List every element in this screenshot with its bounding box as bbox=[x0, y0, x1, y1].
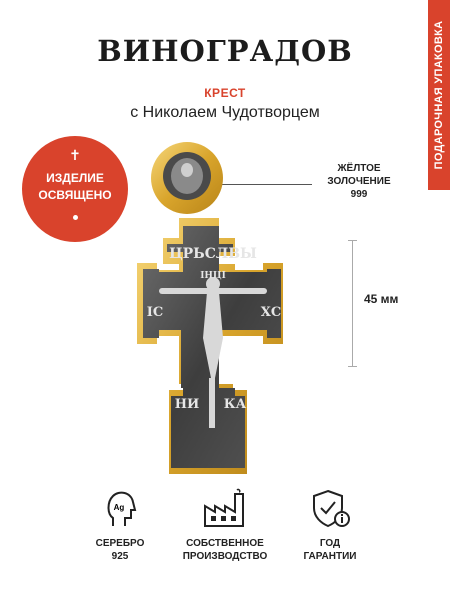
inscription-inri: IНЦI bbox=[200, 271, 226, 281]
feature-production-line-2: ПРОИЗВОДСТВО bbox=[182, 551, 268, 562]
silver-head-icon bbox=[103, 488, 137, 528]
product-type: КРЕСТ bbox=[204, 86, 246, 100]
badge-dot bbox=[73, 215, 78, 220]
consecrated-line-2: ОСВЯЩЕНО bbox=[38, 188, 112, 202]
inscription-ka: КА bbox=[223, 397, 247, 412]
feature-production-line-1: СОБСТВЕННОЕ bbox=[186, 538, 264, 549]
gilding-line-2: ЗОЛОЧЕНИЕ bbox=[327, 176, 391, 187]
inscription-ni: НИ bbox=[174, 397, 200, 412]
consecrated-text bbox=[22, 170, 128, 204]
brand-logo: ВИНОГРАДОВ bbox=[97, 34, 353, 68]
dimension-cap-bottom bbox=[348, 366, 357, 367]
inscription-ic: IС bbox=[146, 305, 164, 320]
feature-silver bbox=[65, 488, 175, 563]
dimension-line bbox=[352, 240, 353, 366]
shield-warranty-icon bbox=[310, 488, 350, 528]
gilding-line-3: 999 bbox=[350, 189, 368, 200]
factory-icon bbox=[203, 488, 247, 528]
cross-icon: ✝ bbox=[69, 147, 81, 163]
consecrated-badge bbox=[22, 136, 128, 242]
gilding-line-1: ЖЁЛТОЕ bbox=[337, 163, 381, 174]
svg-text:Ag: Ag bbox=[113, 503, 125, 512]
cross-pendant-image bbox=[115, 138, 345, 478]
inscription-title: ЦРЬСЛВЫ bbox=[169, 246, 257, 262]
feature-silver-line-2: 925 bbox=[111, 551, 129, 562]
gift-packaging-label: ПОДАРОЧНАЯ УПАКОВКА bbox=[433, 20, 445, 170]
gift-packaging-banner bbox=[428, 0, 450, 190]
feature-warranty-line-2: ГАРАНТИИ bbox=[303, 551, 357, 562]
consecrated-line-1: ИЗДЕЛИЕ bbox=[46, 171, 104, 185]
feature-production bbox=[170, 488, 280, 563]
dimension-label: 45 мм bbox=[364, 292, 399, 306]
product-title: с Николаем Чудотворцем bbox=[130, 104, 320, 121]
feature-silver-line-1: СЕРЕБРО bbox=[95, 538, 145, 549]
inscription-xc: ХС bbox=[260, 305, 282, 320]
feature-warranty-line-1: ГОД bbox=[319, 538, 341, 549]
feature-warranty bbox=[275, 488, 385, 563]
